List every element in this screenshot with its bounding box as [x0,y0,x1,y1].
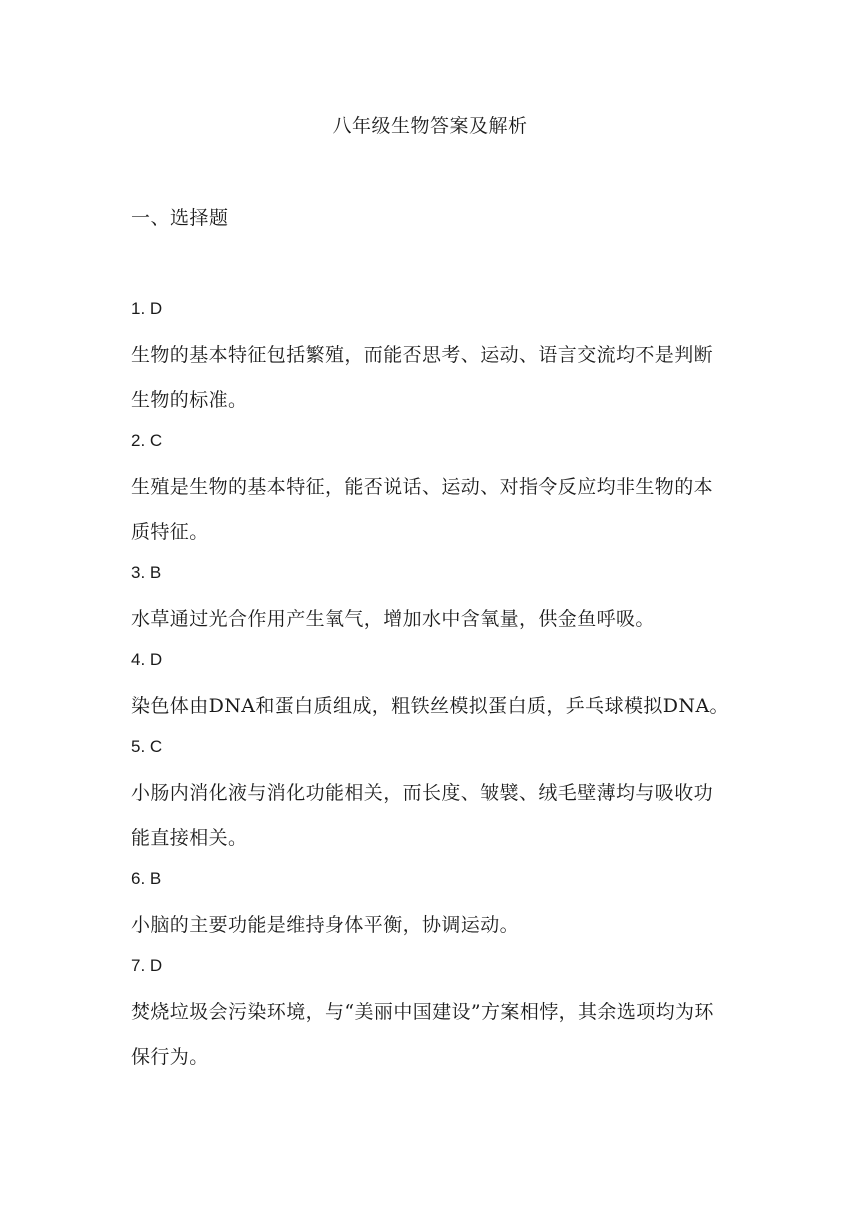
answer-number: 2. C [131,431,163,450]
answer-list [131,295,731,1084]
answer-number: 1. D [131,299,163,318]
answer-explanation: 小肠内消化液与消化功能相关，而长度、皱襞、绒毛壁薄均与吸收功能直接相关。 [131,782,714,849]
answer-number: 5. C [131,737,163,756]
answer-item [131,559,731,646]
answer-item [131,733,731,865]
answer-item [131,295,731,427]
answer-explanation: 染色体由DNA和蛋白质组成，粗铁丝模拟蛋白质，乒乓球模拟DNA。 [131,695,729,717]
answer-number: 6. B [131,869,162,888]
answer-explanation: 生物的基本特征包括繁殖，而能否思考、运动、语言交流均不是判断生物的标准。 [131,344,714,411]
section-title: 一、选择题 [131,207,229,229]
answer-explanation: 生殖是生物的基本特征，能否说话、运动、对指令反应均非生物的本质特征。 [131,476,714,543]
answer-explanation: 小脑的主要功能是维持身体平衡，协调运动。 [131,914,520,936]
answer-number: 7. D [131,956,163,975]
answer-item [131,865,731,952]
answer-explanation: 水草通过光合作用产生氧气，增加水中含氧量，供金鱼呼吸。 [131,608,655,630]
answer-item [131,646,731,733]
answer-item [131,952,731,1084]
document-title: 八年级生物答案及解析 [332,115,528,137]
answer-explanation: 焚烧垃圾会污染环境，与“美丽中国建设”方案相悖，其余选项均为环保行为。 [131,1001,714,1068]
answer-number: 4. D [131,650,163,669]
answer-number: 3. B [131,563,162,582]
answer-item [131,427,731,559]
